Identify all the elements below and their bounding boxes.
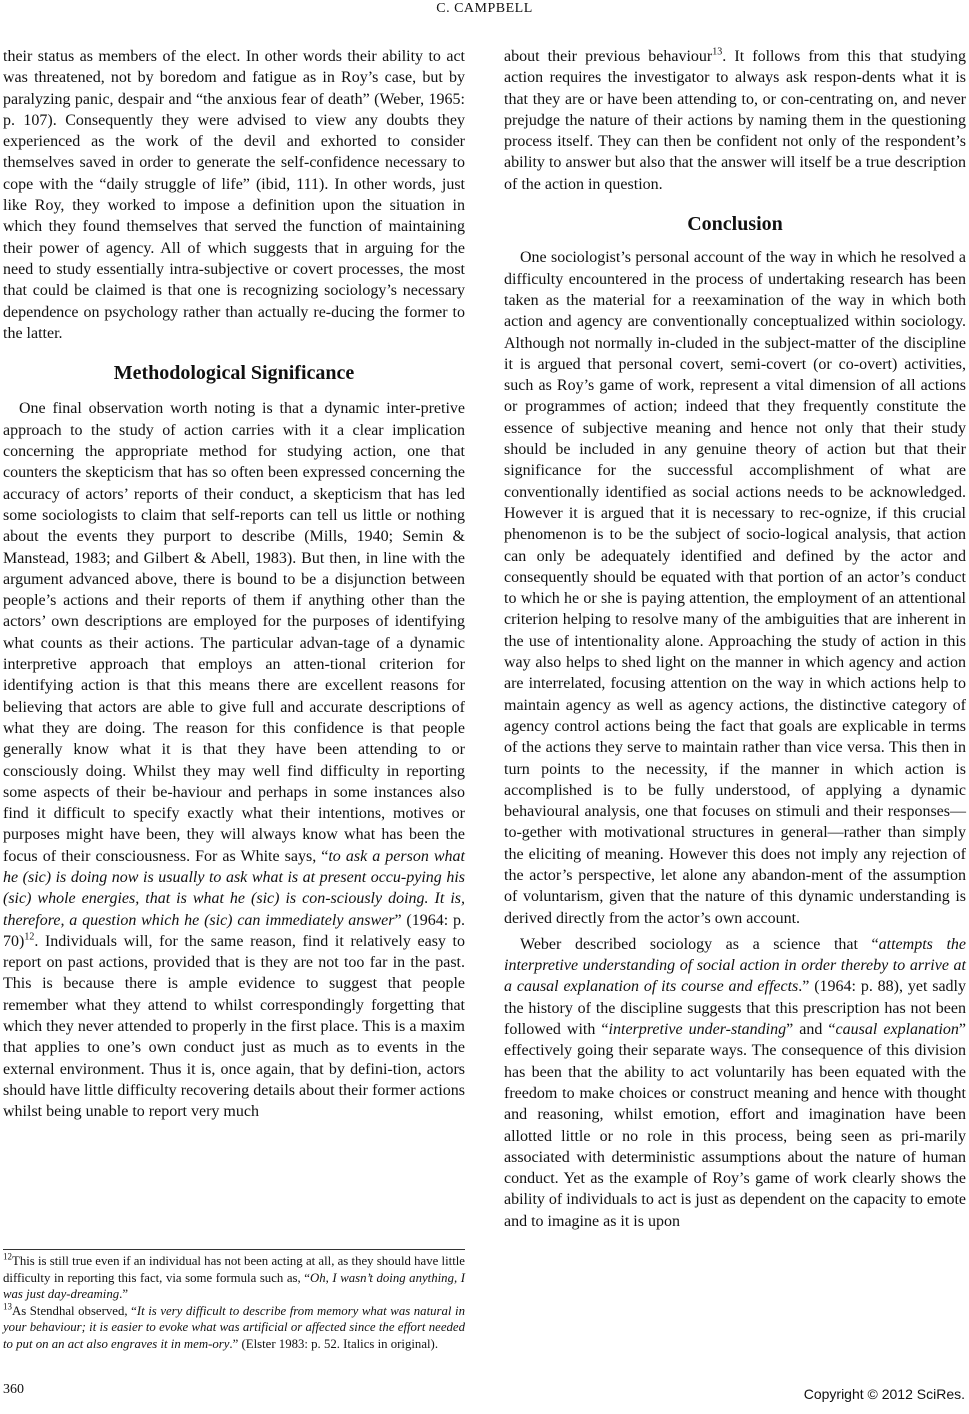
page-number: 360	[3, 1382, 24, 1397]
footnote-ref[interactable]: 12	[24, 931, 35, 943]
quote: causal explanation	[835, 1021, 959, 1039]
quote: Oh, I wasn’t doing anything, I was just day-dreaming	[3, 1270, 465, 1301]
footnote-number: 12	[3, 1251, 12, 1262]
footnote-13	[3, 1303, 465, 1353]
text-run: . Individuals will, for the same reason, find it relatively easy to report on past actions, provided that is they are not too far in the past. This is because there is ample evidence to suggest that people remember what they attend to whilst correspondingly forgetting that which they never attended to properly in the first place. This is a maxim that applies to one’s own conduct just as much as to events in the external environment. Thus it is, once again, that by defini-tion, actors should have little difficulty recovering details about their former actions whilst being unable to report very much	[3, 932, 465, 1121]
text-run: .” (1964: p. 88), yet sadly the history of the discipline suggests that this prescription has not been followed with “	[504, 978, 966, 1039]
right-column	[504, 46, 966, 1232]
footnote-12	[3, 1253, 465, 1303]
section-heading: Methodological Significance	[113, 362, 355, 385]
quote: to ask a person what he (sic) is doing now is usually to ask what is at present occu-pying his (sic) whole energies, that is what he (sic) is con-sciously doing. It is, therefore, a question which he (sic) can immediately answer	[3, 847, 465, 929]
paragraph: One sociologist’s personal account of the way in which he resolved a difficulty encountered in the process of undertaking research has been taken as the material for a reexamination of the way in which both action and agency are conventionally conceptualized within sociology. Although not normally in-cluded in the subject-matter of the discipline it is argued that personal covert, semi-covert (or co-overt) activities, such as Roy’s game of work, represent a vital dimension of all actions or programmes of action; indeed that they frequently constitute the essence of subjective meaning and hence not only that their study should be included in any genuine theory of action but that their significance for the successful accomplishment of what are conventionally identified as social actions needs to be acknowledged. However it is argued that it is necessary to rec-ognize, if this crucial phenomenon is to be the subject of socio-logical analysis, that action can only be adequately identified and defined by the actor and consequently should be equated with that portion of an actor’s conduct to which he or she is paying attention, the employment of an attentional criterion helping to resolve many of the ambiguities that are inherent in the use of intentionality alone. Approaching the study of action in this way also helps to shed light on the manner in which agency and action are interrelated, focusing attention on the way in which actions help to maintain agency as well as agency actions, the distinctive category of agency control actions being the fact that goals are explicable in terms of the actions they serve to maintain rather than vice versa. This then in turn points to the necessity, if the manner in which action is accomplished is to be fully understood, of applying a dynamic behavioural analysis, one that focuses on stimuli and their responses—to-gether with motivational structures in general—rather than simply the eliciting of meaning. However this does not imply any rejection of the actor’s perspective, let alone any abandon-ment of the assumption of voluntarism, given that the nature of this dynamic understanding is derived directly from the actor’s own account.	[504, 249, 966, 927]
paragraph	[504, 934, 966, 1232]
copyright-notice: Copyright © 2012 SciRes.	[803, 1386, 965, 1402]
footnote-text: .”	[119, 1287, 129, 1301]
quote: It is very difficult to describe from memory what was natural in your behaviour; it is easier to evoke what was artificial or affected since the effort needed to put on an act also engraves it in mem-ory	[3, 1303, 465, 1351]
quote: attempts the interpretive understanding of social action in order thereby to arrive at a causal explanation of its course and effects	[504, 935, 966, 996]
text-run: One final observation worth noting is that a dynamic inter-pretive approach to the study of action carries with it a clear implication concerning the appropriate method for studying action, one that counters the skepticism that has so often been expressed concerning the accuracy of actors’ reports of their conduct, a skepticism that has led some sociologists to claim that self-reports can tell us little or nothing about the events they purport to describe (Mills, 1940; Semin & Manstead, 1983; and Gilbert & Abell, 1983). But then, in line with the argument advanced above, there is bound to be a disjunction between people’s actions and their reports of them if anything other than the actors’ own descriptions are employed for the purposes of identifying what counts as their actions. The particular advan-tage of a dynamic interpretive approach that employs an atten-tional criterion for identifying action is that this means there are excellent reasons for believing that actors are able to give full and accurate descriptions of what they are doing. The reason for this confidence is that people generally know what it is that they have been attending to or consciously doing. Whilst they may well find difficulty in reporting some aspects of their be-haviour and perhaps in some instances also find it difficult to specify exactly what their intentions, motives or purposes might have been, they will always know what has been the focus of their consciousness. For as White says, “	[3, 400, 465, 865]
text-run: . It follows from this that studying action requires the investigator to always ask respon-dents what it is that they are or have been attending to, or con-centrating on, and never prejudge the nature of their actions by naming them in the questioning process itself. They can then be confident not only of the respondent’s ability to answer but also that the answer will itself be a true description of the action in question.	[504, 48, 966, 193]
footnote-number: 13	[3, 1301, 12, 1312]
footnote-ref[interactable]: 13	[712, 46, 723, 58]
paragraph	[3, 398, 465, 1122]
text-run: ” and “	[786, 1021, 836, 1039]
footnote-text: This is still true even if an individual has not been acting at all, as they should have little difficulty in reporting this fact, via some formula such as, “	[3, 1254, 465, 1285]
left-column	[3, 46, 465, 1123]
footnotes	[3, 1249, 465, 1352]
text-run: about their previous behaviour	[504, 48, 713, 65]
paragraph: their status as members of the elect. In other words their ability to act was threatened, not by boredom and fatigue as in Roy’s case, but by paralyzing panic, despair and “the anxious fear of death” (Weber, 1965: p. 107). Consequently they were advised to view any doubts they experienced as the work of the devil and exhorted to consider themselves saved in order to generate the self-confidence necessary to cope with the “daily struggle of life” (ibid, 111). In other words, just like Roy, they worked to impose a definition upon the situation in which they found themselves that served the function of maintaining their power of agency. All of which suggests that in arguing for the need to study essentially intra-subjective or covert processes, the most that could be claimed is that one is recognizing sociology’s necessary dependence on psychology rather than actually re-ducing the former to the latter.	[3, 48, 465, 342]
citation: ” (1964: p. 70)	[3, 911, 466, 950]
quote: interpretive under-standing	[608, 1021, 787, 1039]
text-run: Weber described sociology as a science that “	[520, 935, 879, 953]
footnote-text: As Stendhal observed, “	[12, 1303, 137, 1318]
section-heading: Conclusion	[687, 213, 783, 236]
running-head: C. CAMPBELL	[436, 1, 533, 16]
footnote-text: .” (Elster 1983: p. 52. Italics in original).	[229, 1336, 439, 1351]
text-run: ” effectively going their separate ways. The consequence of this division has been that the ability to act voluntarily has been equated with the freedom to make choices or construct meaning and hence with thought and reasoning, whilst emotion, effort and imagination have been allotted little or no role in this process, being seen as pri-marily associated with deterministic assumptions about the nature of human conduct. Yet as the example of Roy’s game of work clearly shows the ability of individuals to act is just as dependent on the capacity to emote and to imagine as it is upon	[504, 1021, 967, 1230]
paragraph	[504, 46, 966, 195]
